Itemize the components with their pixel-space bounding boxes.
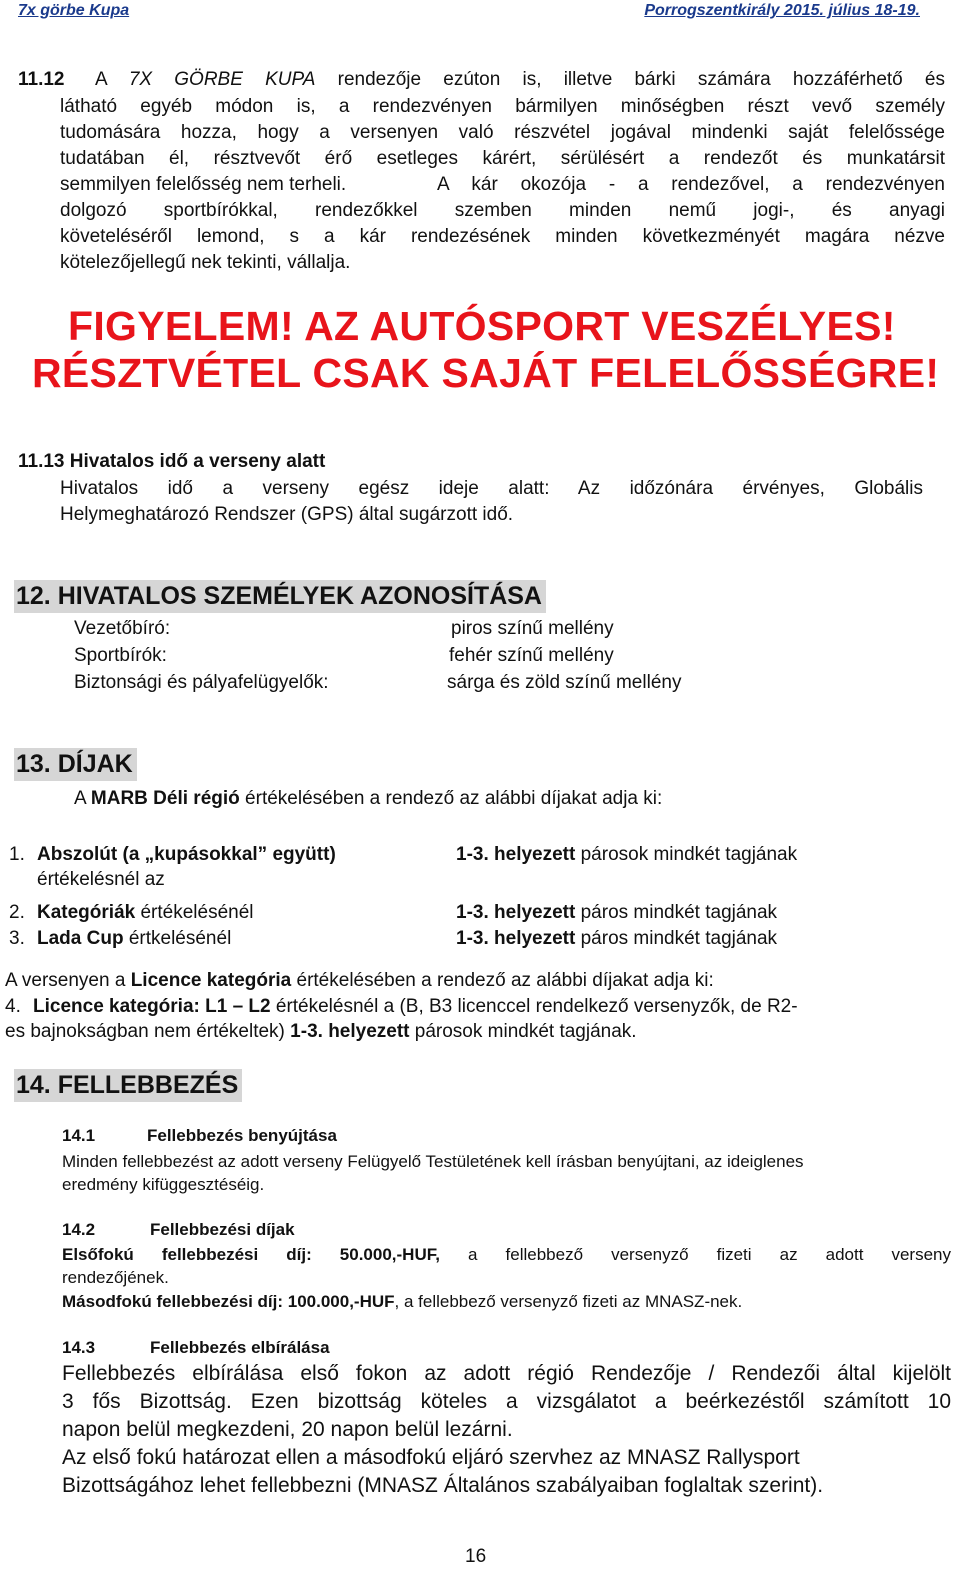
prize-item-label: Abszolút (a „kupásokkal” együtt) [37, 844, 336, 865]
prize-item-number: 3. [9, 928, 25, 949]
para-line: A kár okozója - a rendezővel, a rendezvényen [437, 174, 945, 195]
subsection-title: Fellebbezés benyújtása [147, 1126, 337, 1145]
para-line: Bizottságához lehet fellebbezni (MNASZ Általános szabályaiban foglaltak szerint). [62, 1474, 824, 1497]
para-line: Az első fokú határozat ellen a másodfokú eljáró szervhez az MNASZ Rallysport [62, 1446, 800, 1469]
prize-item-label: Lada Cup értkelésénél [37, 928, 232, 949]
licence-intro: A versenyen a Licence kategória értékelésében a rendező az alábbi díjakat adja ki: [5, 970, 714, 991]
prizes-intro: A MARB Déli régió értékelésében a rendező az alábbi díjakat adja ki: [74, 788, 663, 809]
section-heading-14: 14. FELLEBBEZÉS [14, 1069, 242, 1102]
warning-line-1: FIGYELEM! AZ AUTÓSPORT VESZÉLYES! [68, 303, 896, 349]
subsection-number: 14.3 [62, 1338, 96, 1357]
prize-item-number: 2. [9, 902, 25, 923]
para-line: Fellebbezés elbírálása első fokon az adott régió Rendezője / Rendezői által kijelölt [62, 1362, 951, 1385]
para-line: Minden fellebbezést az adott verseny Felügyelő Testületének kell írásban benyújtani, az ideiglenes [62, 1152, 804, 1171]
para-line: A 7X GÖRBE KUPA rendezője ezúton is, illetve bárki számára hozzáférhető és [95, 69, 945, 90]
para-line: Elsőfokú fellebbezési díj: 50.000,-HUF, a fellebbező versenyző fizeti az adott verseny [62, 1245, 951, 1264]
section-title-11-13: 11.13 Hivatalos idő a verseny alatt [18, 451, 326, 472]
para-line: rendezőjének. [62, 1268, 169, 1287]
subsection-title: Fellebbezés elbírálása [150, 1338, 330, 1357]
para-line: látható egyéb módon is, a rendezvényen bármilyen minőségben részt vevő személy [60, 96, 945, 117]
subsection-title: Fellebbezési díjak [150, 1220, 295, 1239]
prize-item-label: Kategóriák értékelésénél [37, 902, 254, 923]
official-role: Biztonsági és pályafelügyelők: [74, 672, 329, 693]
section-number: 11.12 [18, 69, 65, 90]
header-right: Porrogszentkirály 2015. július 18-19. [644, 2, 920, 19]
para-line: napon belül megkezdeni, 20 napon belül lezárni. [62, 1418, 513, 1441]
header-left: 7x görbe Kupa [18, 2, 130, 19]
para-line: Helymeghatározó Rendszer (GPS) által sugárzott idő. [60, 504, 514, 525]
para-line: tudatában él, résztvevőt érő esetleges kárért, sérülésért a rendezőt és munkatársit [60, 148, 945, 169]
para-line: 3 fős Bizottság. Ezen bizottság köteles a vizsgálatot a beérkezéstől számított 10 [62, 1390, 951, 1413]
para-line: Másodfokú fellebbezési díj: 100.000,-HUF, a fellebbező versenyző fizeti az MNASZ-nek. [62, 1292, 743, 1311]
section-heading-12: 12. HIVATALOS SZEMÉLYEK AZONOSÍTÁSA [14, 580, 546, 613]
para-line: tudomására hozza, hogy a versenyen való részvétel jogával mindenki saját felelőssége [60, 122, 945, 143]
warning-line-2: RÉSZTVÉTEL CSAK SAJÁT FELELŐSSÉGRE! [32, 350, 940, 396]
official-role: Sportbírók: [74, 645, 167, 666]
page-number: 16 [465, 1546, 487, 1567]
section-heading-13: 13. DÍJAK [14, 748, 137, 781]
licence-item: es bajnokságban nem értékeltek) 1-3. helyezett párosok mindkét tagjának. [5, 1021, 637, 1042]
subsection-number: 14.1 [62, 1126, 96, 1145]
prize-item-place: 1-3. helyezett páros mindkét tagjának [456, 928, 778, 949]
subsection-number: 14.2 [62, 1220, 96, 1239]
prize-item-label: értékelésnél az [37, 869, 165, 890]
prize-item-number: 4. [5, 996, 21, 1017]
para-line: Hivatalos idő a verseny egész ideje alatt: Az időzónára érvényes, Globális [60, 478, 923, 499]
para-line: dolgozó sportbírókkal, rendezőkkel szemben minden nemű jogi-, és anyagi [60, 200, 945, 221]
para-line: eredmény kifüggesztéséig. [62, 1175, 265, 1194]
prize-item-place: 1-3. helyezett páros mindkét tagjának [456, 902, 778, 923]
brand-name: 7X GÖRBE KUPA [128, 69, 316, 90]
official-role: Vezetőbíró: [74, 618, 171, 639]
para-line: kötelezőjellegű nek tekinti, vállalja. [60, 252, 351, 273]
official-mark: sárga és zöld színű mellény [447, 672, 682, 693]
official-mark: piros színű mellény [451, 618, 614, 639]
licence-item: Licence kategória: L1 – L2 értékelésnél a (B, B3 licenccel rendelkező versenyzők, de R2- [33, 996, 798, 1017]
prize-item-place: 1-3. helyezett párosok mindkét tagjának [456, 844, 798, 865]
prize-item-number: 1. [9, 844, 25, 865]
official-mark: fehér színű mellény [449, 645, 614, 666]
para-line: semmilyen felelősség nem terheli. [60, 174, 347, 195]
para-line: követeléséről lemond, s a kár rendezésének minden következményét magára nézve [60, 226, 945, 247]
